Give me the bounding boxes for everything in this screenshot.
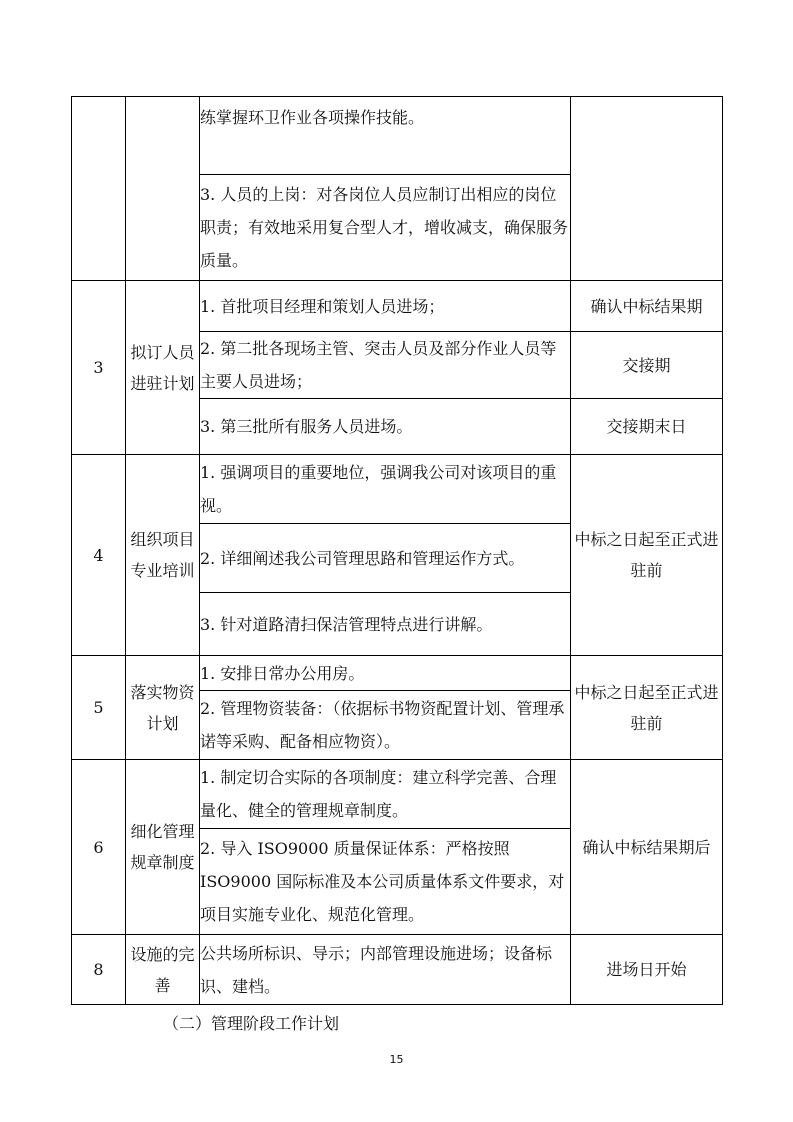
row-number-cell: 3 xyxy=(72,281,126,455)
schedule-cell: 确认中标结果期后 xyxy=(571,760,723,935)
table-row xyxy=(72,656,723,691)
work-plan-table xyxy=(71,96,723,1005)
schedule-cell: 交接期末日 xyxy=(571,399,723,455)
schedule-cell xyxy=(571,97,723,281)
task-name-cell: 组织项目专业培训 xyxy=(126,455,200,656)
task-item: 练掌握环卫作业各项操作技能。 xyxy=(200,97,571,175)
row-number-cell: 8 xyxy=(72,935,126,1005)
task-item: 1. 安排日常办公用房。 xyxy=(200,656,571,691)
task-item: 2. 导入 ISO9000 质量保证体系：严格按照 ISO9000 国际标准及本公司质量体系文件要求，对项目实施专业化、规范化管理。 xyxy=(200,829,571,935)
row-number-cell: 6 xyxy=(72,760,126,935)
table-row xyxy=(72,281,723,332)
table-row xyxy=(72,455,723,524)
task-item: 公共场所标识、导示；内部管理设施进场；设备标识、建档。 xyxy=(200,935,571,1005)
task-name-cell: 设施的完善 xyxy=(126,935,200,1005)
task-item: 3. 人员的上岗：对各岗位人员应制订出相应的岗位职责；有效地采用复合型人才，增收减支，确保服务质量。 xyxy=(200,175,571,281)
task-item: 2. 第二批各现场主管、突击人员及部分作业人员等主要人员进场； xyxy=(200,332,571,399)
schedule-cell: 进场日开始 xyxy=(571,935,723,1005)
task-item: 3. 第三批所有服务人员进场。 xyxy=(200,399,571,455)
task-item: 1. 强调项目的重要地位，强调我公司对该项目的重视。 xyxy=(200,455,571,524)
table-row xyxy=(72,97,723,175)
task-name-cell: 拟订人员进驻计划 xyxy=(126,281,200,455)
row-number-cell xyxy=(72,97,126,281)
section-heading: （二）管理阶段工作计划 xyxy=(163,1014,340,1033)
schedule-cell: 中标之日起至正式进驻前 xyxy=(571,455,723,656)
table-row xyxy=(72,935,723,1005)
task-name-cell: 落实物资计划 xyxy=(126,656,200,760)
schedule-cell: 交接期 xyxy=(571,332,723,399)
task-item: 2. 管理物资装备：（依据标书物资配置计划、管理承诺等采购、配备相应物资）。 xyxy=(200,691,571,760)
task-item: 1. 首批项目经理和策划人员进场； xyxy=(200,281,571,332)
page-number: 15 xyxy=(389,1053,404,1066)
task-name-cell: 细化管理规章制度 xyxy=(126,760,200,935)
row-number-cell: 4 xyxy=(72,455,126,656)
row-number-cell: 5 xyxy=(72,656,126,760)
task-name-cell xyxy=(126,97,200,281)
table-row xyxy=(72,760,723,829)
task-item: 1. 制定切合实际的各项制度：建立科学完善、合理量化、健全的管理规章制度。 xyxy=(200,760,571,829)
task-item: 3. 针对道路清扫保洁管理特点进行讲解。 xyxy=(200,593,571,656)
task-item: 2. 详细阐述我公司管理思路和管理运作方式。 xyxy=(200,524,571,593)
schedule-cell: 确认中标结果期 xyxy=(571,281,723,332)
schedule-cell: 中标之日起至正式进驻前 xyxy=(571,656,723,760)
